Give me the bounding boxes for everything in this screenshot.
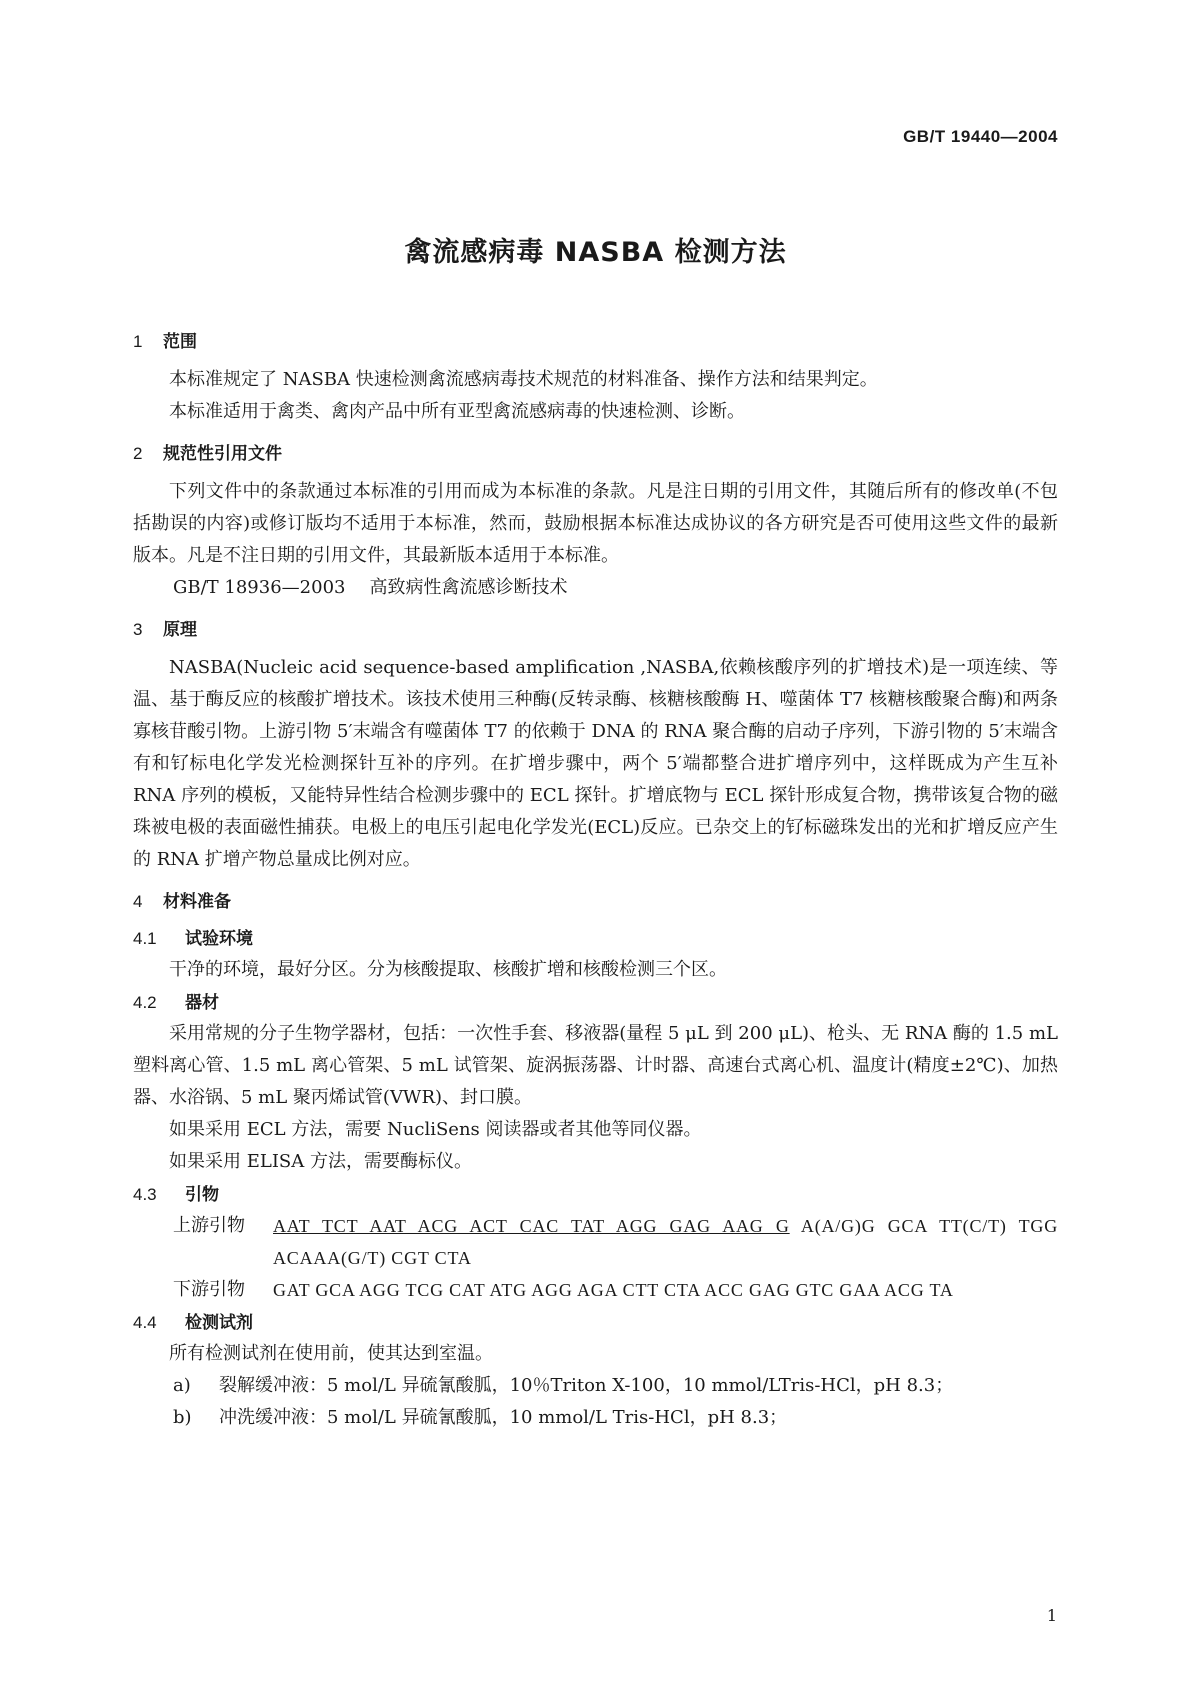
document-title: 禽流感病毒 NASBA 检测方法: [404, 237, 787, 268]
section-4-heading: [133, 886, 1058, 918]
subsection-4-2-paragraph-1: 采用常规的分子生物学器材，包括：一次性手套、移液器(量程 5 μL 到 200 μL)、枪头、无 RNA 酶的 1.5 mL 塑料离心管、1.5 mL 离心管架、5 mL 试管架、旋涡振荡器、计时器、高速台式离心机、温度计(精度±2℃)、加热器、水浴锅、5 mL 聚丙烯试管(VWR)、封口膜。: [133, 1023, 1058, 1108]
list-item: [133, 1402, 1058, 1434]
section-number: 4: [133, 892, 143, 911]
downstream-primer: [133, 1274, 1058, 1306]
subsection-title: 引物: [185, 1185, 219, 1205]
subsection-title: 检测试剂: [185, 1313, 253, 1333]
list-item-text: 裂解缓冲液：5 mol/L 异硫氰酸胍，10％Triton X-100，10 mmol/LTris-HCl，pH 8.3；: [219, 1375, 954, 1396]
section-number: 2: [133, 444, 143, 463]
subsection-number: 4.1: [133, 929, 157, 948]
subsection-number: 4.4: [133, 1313, 157, 1332]
upstream-primer-sequence: [273, 1210, 1058, 1274]
section-title: 原理: [163, 620, 197, 640]
upstream-specific-sequence: A(A/G)G GCA TT(C/T) TGG ACAAA(G/T) CGT CTA: [273, 1216, 1058, 1268]
subsection-title: 试验环境: [185, 929, 253, 949]
upstream-primer-label: 上游引物: [173, 1215, 245, 1236]
section-3-paragraph-1: NASBA(Nucleic acid sequence-based amplification ,NASBA,依赖核酸序列的扩增技术)是一项连续、等温、基于酶反应的核酸扩增技术。该技术使用三种酶(反转录酶、核糖核酸酶 H、噬菌体 T7 核糖核酸聚合酶)和两条寡核苷酸引物。上游引物 5′末端含有噬菌体 T7 的依赖于 DNA 的 RNA 聚合酶的启动子序列，下游引物的 5′末端含有和钌标电化学发光检测探针互补的序列。在扩增步骤中，两个 5′端都整合进扩增序列中，这样既成为产生互补 RNA 序列的模板，又能特异性结合检测步骤中的 ECL 探针。扩增底物与 ECL 探针形成复合物，携带该复合物的磁珠被电极的表面磁性捕获。电极上的电压引起电化学发光(ECL)反应。已杂交上的钌标磁珠发出的光和扩增反应产生的 RNA 扩增产物总量成比例对应。: [133, 657, 1058, 870]
section-number: 3: [133, 620, 143, 639]
section-title: 范围: [163, 332, 197, 352]
t7-promoter-sequence: AAT TCT AAT ACG ACT CAC TAT AGG GAG AAG G: [273, 1216, 790, 1236]
list-marker: b): [173, 1407, 192, 1428]
section-title: 规范性引用文件: [163, 444, 282, 464]
section-3-heading: [133, 614, 1058, 646]
reference-title: 高致病性禽流感诊断技术: [369, 577, 568, 598]
section-1-heading: [133, 326, 1058, 358]
subsection-4-3-heading: [133, 1180, 1058, 1210]
normative-reference: [133, 572, 1058, 604]
section-title: 材料准备: [163, 892, 231, 912]
list-item-text: 冲洗缓冲液：5 mol/L 异硫氰酸胍，10 mmol/L Tris-HCl，pH 8.3；: [219, 1407, 788, 1428]
subsection-title: 器材: [185, 993, 219, 1013]
section-2-paragraph-1: 下列文件中的条款通过本标准的引用而成为本标准的条款。凡是注日期的引用文件，其随后所有的修改单(不包括勘误的内容)或修订版均不适用于本标准，然而，鼓励根据本标准达成协议的各方研究是否可使用这些文件的最新版本。凡是不注日期的引用文件，其最新版本适用于本标准。: [133, 481, 1058, 566]
document-body: [133, 326, 1058, 1434]
subsection-number: 4.2: [133, 993, 157, 1012]
subsection-4-2-paragraph-2: 如果采用 ECL 方法，需要 NucliSens 阅读器或者其他等同仪器。: [169, 1119, 702, 1140]
upstream-primer: [133, 1210, 1058, 1274]
downstream-primer-label: 下游引物: [173, 1279, 245, 1300]
section-2-heading: [133, 438, 1058, 470]
section-number: 1: [133, 332, 143, 351]
subsection-4-1-heading: [133, 924, 1058, 954]
standard-code: GB/T 19440—2004: [903, 127, 1058, 146]
subsection-number: 4.3: [133, 1185, 157, 1204]
list-item: [133, 1370, 1058, 1402]
subsection-4-1-paragraph: 干净的环境，最好分区。分为核酸提取、核酸扩增和核酸检测三个区。: [169, 959, 727, 980]
list-marker: a): [173, 1375, 191, 1396]
subsection-4-2-paragraph-3: 如果采用 ELISA 方法，需要酶标仪。: [169, 1151, 472, 1172]
reference-code: GB/T 18936—2003: [173, 577, 346, 598]
section-1-paragraph-2: 本标准适用于禽类、禽肉产品中所有亚型禽流感病毒的快速检测、诊断。: [169, 401, 745, 422]
section-1-paragraph-1: 本标准规定了 NASBA 快速检测禽流感病毒技术规范的材料准备、操作方法和结果判定。: [169, 369, 878, 390]
subsection-4-2-heading: [133, 988, 1058, 1018]
downstream-primer-sequence: GAT GCA AGG TCG CAT ATG AGG AGA CTT CTA ACC GAG GTC GAA ACG TA: [273, 1280, 954, 1300]
page-number: 1: [1046, 1606, 1057, 1625]
subsection-4-4-heading: [133, 1308, 1058, 1338]
subsection-4-4-paragraph: 所有检测试剂在使用前，使其达到室温。: [169, 1343, 493, 1364]
